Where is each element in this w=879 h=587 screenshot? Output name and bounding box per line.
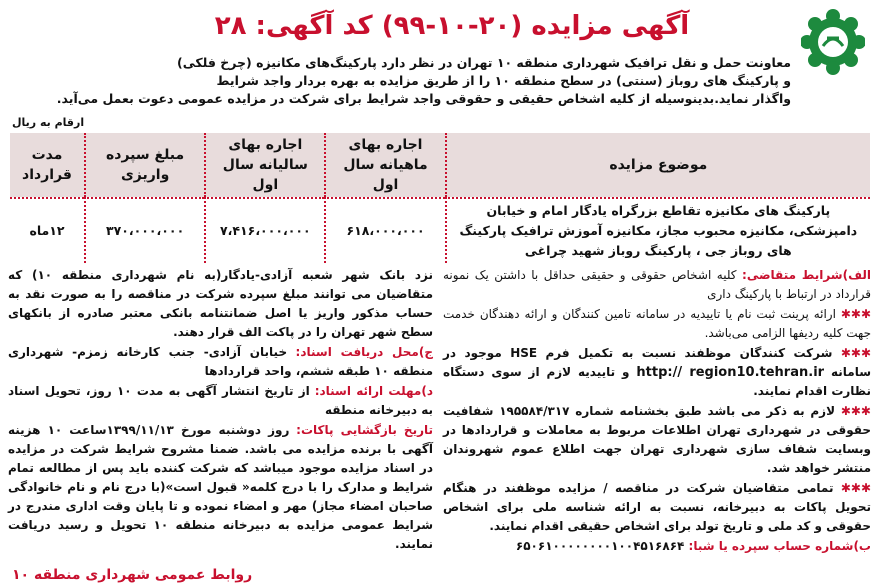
header-monthly-rent: اجاره بهای ماهیانه سال اول: [324, 133, 444, 197]
bullet-text: و تاییدیه لازم از سوی دستگاه نظارت اقدام نمایند.: [443, 365, 871, 398]
section-d-text: از تاریخ انتشار آگهی به مدت ۱۰ روز، تحویل اسناد به دبیرخانه منطقه: [8, 384, 433, 417]
section-a-label: الف)شرایط متقاضی:: [742, 268, 871, 282]
header-subject: موضوع مزایده: [445, 133, 870, 197]
cell-deposit: ۳۷۰،۰۰۰،۰۰۰: [84, 197, 204, 263]
tehran-municipality-logo-icon: [801, 8, 865, 78]
section-c: [8, 343, 433, 381]
intro-line: و پارکینگ های روباز (سنتی) در سطح منطقه ۱۰ را از طریق مزایده به بهره بردار واجد شرایط: [216, 73, 791, 88]
bullet-stars-icon: ✱✱✱: [833, 481, 871, 495]
website-link[interactable]: http:// region10.tehran.ir: [636, 365, 825, 380]
bullet-text: لازم به ذکر می باشد طبق بخشنامه شماره ۱۹۵۵۸۴/۳۱۷ شفافیت حقوقی در شهرداری تهران اطلاعات مربوط به معاملات و قراردادها در وبسایت شفاف سازی شهرداری تهران جهت اطلاع عموم شهروندان منتشر خواهد شد.: [443, 404, 871, 475]
section-a: [443, 266, 871, 304]
bullet-hse: [443, 344, 871, 401]
hse-label: HSE: [510, 346, 538, 360]
header-yearly-rent: اجاره بهای سالیانه سال اول: [204, 133, 324, 197]
bullet-stars-icon: ✱✱✱: [835, 404, 871, 418]
auction-table: [10, 133, 870, 263]
body-columns: [8, 266, 871, 557]
cell-monthly-rent: ۶۱۸،۰۰۰،۰۰۰: [324, 197, 444, 263]
intro-line: واگذار نماید.بدینوسیله از کلیه اشخاص حقیقی و حقوقی واجد شرایط برای شرکت در مزایده عمومی دعوت بعمل می‌آید.: [56, 91, 791, 106]
section-d-label: د)مهلت ارائه اسناد:: [314, 384, 433, 398]
bullet-transparency: [443, 402, 871, 478]
opening-date-text: روز دوشنبه مورخ ۱۳۹۹/۱۱/۱۳ساعت ۱۰ هزینه آگهی با برنده مزایده می باشد. ضمنا مشروح شرایط شرکت در مزایده در اسناد مزایده موجود میباشد که شرکت کننده باید پس از مطالعه تمام شرایط و مدارک را با درج کلمه« قبول است»(با درج نام و نام خانوادگی صاحبان امضاء مجاز) مهر و امضاء نموده و تا پایان وقت اداری مندرج در شرایط عمومی مزایده به دبیرخانه منطقه ۱۰ تحویل و رسید دریافت نمایند.: [8, 423, 433, 551]
table-header-row: [10, 133, 870, 197]
cell-subject: پارکینگ های مکانیزه تقاطع بزرگراه یادگار امام و خیابان دامپزشکی، مکانیزه محبوب مجاز، مکانیزه آموزش ترافیک پارکینگ های روباز جی ، پارکینگ روباز شهید چراغی: [445, 197, 870, 263]
bullet-stars-icon: ✱✱✱: [835, 307, 872, 321]
bullet-national-id: [443, 479, 871, 536]
header-deposit: مبلغ سپرده واریزی: [84, 133, 204, 197]
bullet-text: تمامی متقاضیان شرکت در مناقصه / مزایده موظفند در هنگام تحویل پاکات به دبیرخانه، نسبت به ارائه شناسه ملی برای اشخاص حقوقی و کد ملی و تاریخ تولد برای اشخاص حقیقی اقدام نمایند.: [443, 481, 871, 533]
intro-line: معاونت حمل و نقل ترافیک شهرداری منطقه ۱۰ تهران در نظر دارد پارکینگ‌های مکانیزه (چرخ فلکی): [177, 55, 791, 70]
section-d: [8, 382, 433, 420]
bank-paragraph: نزد بانک شهر شعبه آزادی-یادگار(به نام شهرداری منطقه ۱۰) که متقاضیان می توانند مبلغ سپرده شرکت در مناقصه را به صورت نقد به حساب مذکور واریز یا اصل ضمانتنامه بانکی معتبر صادره از بانکهای سطح شهر تهران را در پاکت الف قرار دهند.: [8, 268, 433, 339]
bullet-stars-icon: ✱✱✱: [832, 346, 872, 360]
section-b: [443, 537, 871, 556]
account-number: ۶۵۰۶۱۰۰۰۰۰۰۰۰۱۰۰۴۵۱۶۸۶۴: [515, 539, 685, 553]
left-column: [8, 266, 433, 557]
bullet-text: موجود در سامانه: [443, 346, 871, 379]
table-row: [10, 197, 870, 263]
cell-yearly-rent: ۷،۴۱۶،۰۰۰،۰۰۰: [204, 197, 324, 263]
public-relations-signature: روابط عمومی شهرداری منطقه ۱۰: [12, 567, 253, 583]
cell-duration: ۱۲ماه: [10, 197, 84, 263]
header-duration: مدت قرارداد: [10, 133, 84, 197]
section-e: [8, 421, 433, 554]
bullet-text: شرکت کنندگان موظفند نسبت به تکمیل فرم: [545, 346, 833, 360]
bullet-text: ارائه پرینت ثبت نام یا تاییدیه در سامانه تامین کنندگان و ارائه دهندگان خدمت جهت کلیه ردیفها الزامی می‌باشد.: [443, 307, 871, 340]
currency-unit-note: ارقام به ریال: [12, 116, 85, 129]
right-column: [443, 266, 871, 557]
account-label: ب)شماره حساب سپرده یا شبا:: [688, 539, 871, 553]
page-title: آگهی مزایده (۲۰-۱۰-۹۹) کد آگهی: ۲۸: [214, 11, 690, 41]
intro-text: [8, 54, 791, 108]
section-c-label: ج)محل دریافت اسناد:: [295, 345, 433, 359]
section-a-text: کلیه اشخاص حقوقی و حقیقی حداقل با داشتن یک نمونه قرارداد در ارتباط با پارکینگ داری: [443, 268, 871, 301]
section-c-text: خیابان آزادی- جنب کارخانه زمزم- شهرداری منطقه ۱۰ طبقه ششم، واحد قراردادها: [8, 345, 433, 378]
opening-date-label: تاریخ بازگشایی پاکات:: [296, 423, 433, 437]
bullet-registration: [443, 305, 871, 343]
